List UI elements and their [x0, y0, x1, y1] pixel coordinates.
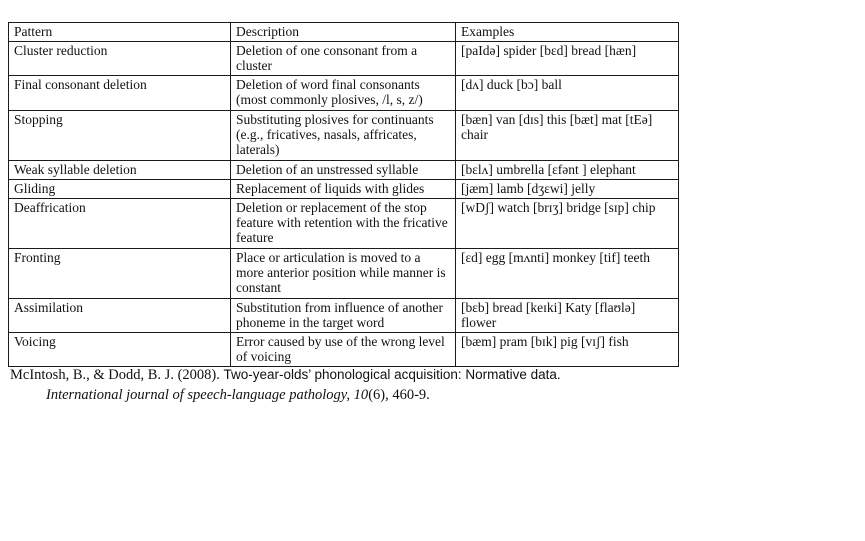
table-row [9, 198, 679, 248]
table-row [9, 248, 679, 298]
description-cell: Deletion or replacement of the stop feature with retention with the fricative feature [231, 198, 456, 248]
description-cell: Replacement of liquids with glides [231, 179, 456, 198]
pattern-cell: Cluster reduction [9, 42, 231, 76]
pattern-cell: Gliding [9, 179, 231, 198]
citation-title: Two-year-olds’ phonological acquisition: Normative data. [223, 367, 561, 382]
examples-cell: [paIdə] spider [bɛd] bread [hæn] [456, 42, 679, 76]
table-row [9, 332, 679, 366]
citation-line-2 [10, 386, 710, 406]
header-row [9, 23, 679, 42]
pattern-cell: Final consonant deletion [9, 76, 231, 110]
header-pattern: Pattern [9, 23, 231, 42]
pattern-cell: Voicing [9, 332, 231, 366]
header-examples: Examples [456, 23, 679, 42]
pattern-cell: Deaffrication [9, 198, 231, 248]
description-cell: Deletion of an unstressed syllable [231, 160, 456, 179]
examples-cell: [wDʃ] watch [brɪʒ] bridge [sɪp] chip [456, 198, 679, 248]
pattern-cell: Weak syllable deletion [9, 160, 231, 179]
citation-journal: International journal of speech-language pathology, 10 [46, 386, 369, 403]
table-row [9, 76, 679, 110]
table-header [9, 23, 679, 42]
examples-cell: [bæn] van [dɪs] this [bæt] mat [tEə] chair [456, 110, 679, 160]
description-cell: Error caused by use of the wrong level of voicing [231, 332, 456, 366]
pattern-cell: Fronting [9, 248, 231, 298]
examples-cell: [bæm] pram [bɪk] pig [vɪʃ] fish [456, 332, 679, 366]
table-row [9, 42, 679, 76]
examples-cell: [bɛb] bread [keɪki] Katy [flaʊlə] flower [456, 298, 679, 332]
description-cell: Substituting plosives for continuants (e.g., fricatives, nasals, affricates, laterals) [231, 110, 456, 160]
pattern-cell: Stopping [9, 110, 231, 160]
examples-cell: [ɛd] egg [mʌnti] monkey [tif] teeth [456, 248, 679, 298]
pattern-cell: Assimilation [9, 298, 231, 332]
table-row [9, 179, 679, 198]
table-body [9, 42, 679, 367]
table-row [9, 298, 679, 332]
examples-cell: [bɛlʌ] umbrella [ɛfənt ] elephant [456, 160, 679, 179]
phonological-patterns-table [8, 22, 679, 367]
description-cell: Place or articulation is moved to a more anterior position while manner is constant [231, 248, 456, 298]
citation [10, 366, 710, 405]
description-cell: Deletion of one consonant from a cluster [231, 42, 456, 76]
table-row [9, 110, 679, 160]
examples-cell: [jæm] lamb [dʒɛwi] jelly [456, 179, 679, 198]
header-description: Description [231, 23, 456, 42]
citation-authors: McIntosh, B., & Dodd, B. J. (2008). [10, 367, 224, 383]
citation-issue-pages: (6), 460-9. [368, 386, 430, 403]
examples-cell: [dʌ] duck [bɔ] ball [456, 76, 679, 110]
citation-line-1 [10, 366, 710, 386]
description-cell: Deletion of word final consonants (most commonly plosives, /l, s, z/) [231, 76, 456, 110]
table-row [9, 160, 679, 179]
description-cell: Substitution from influence of another phoneme in the target word [231, 298, 456, 332]
